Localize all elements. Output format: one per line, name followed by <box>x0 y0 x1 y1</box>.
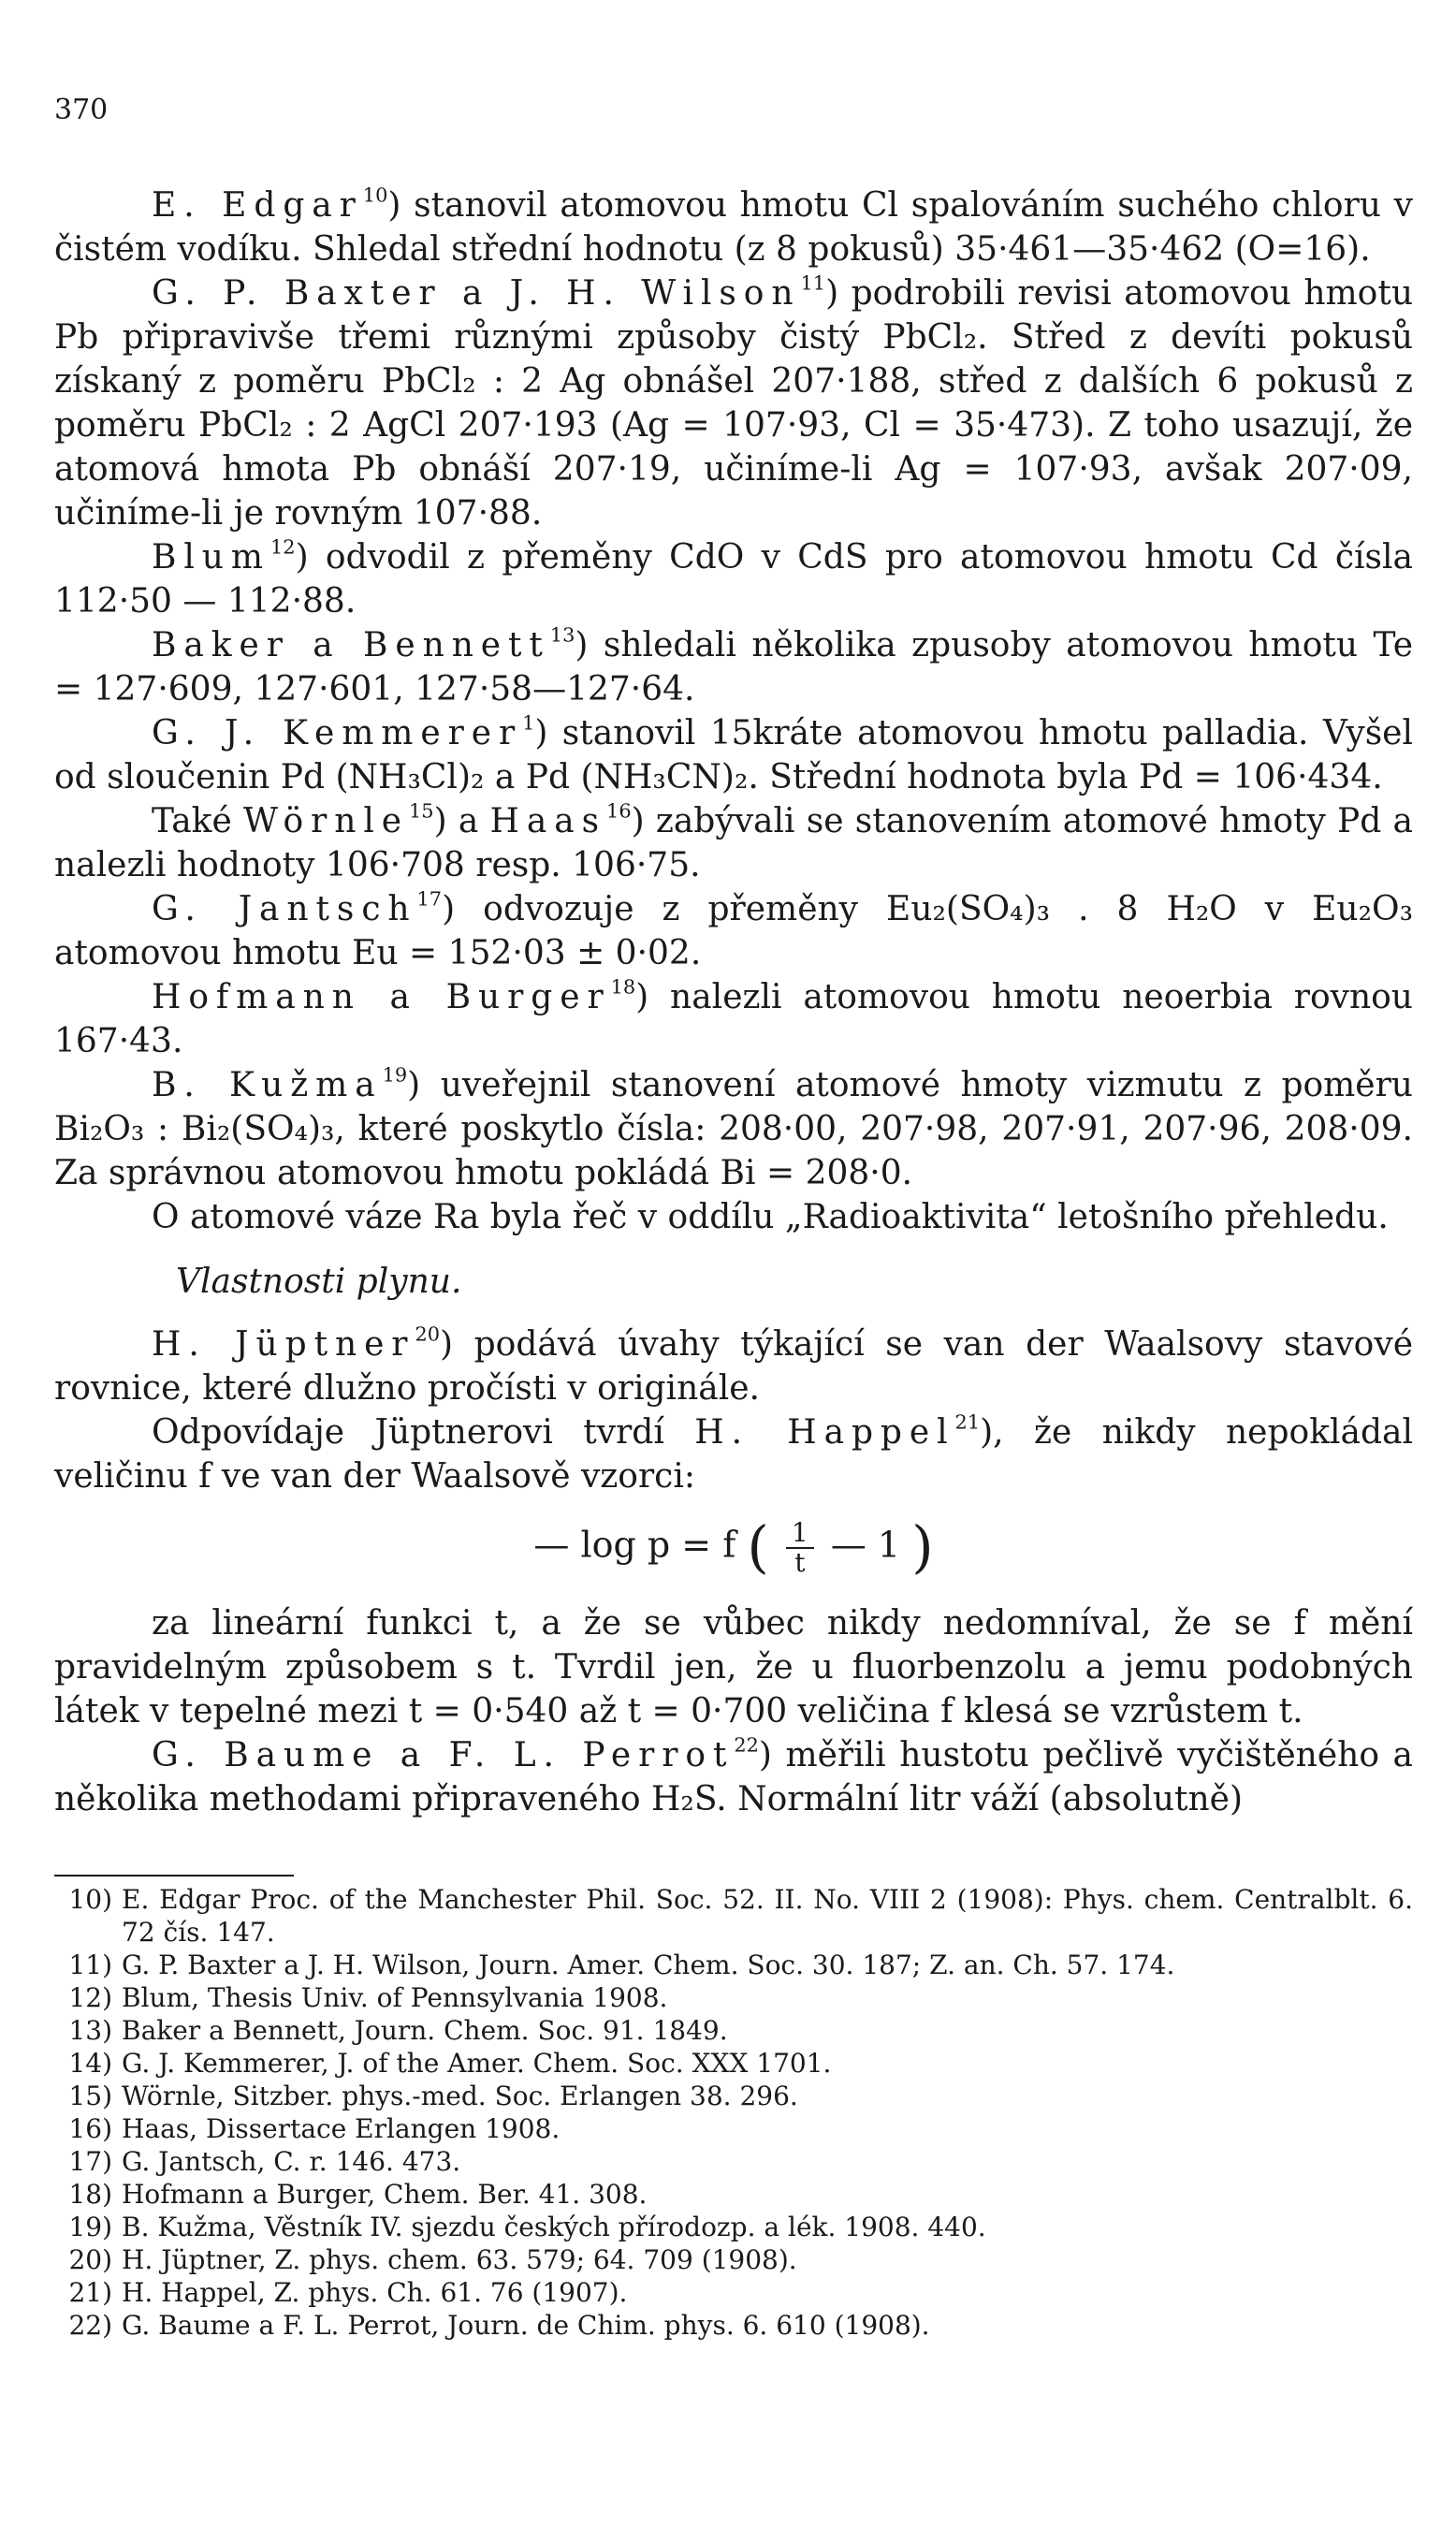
footnote-text: Hofmann a Burger, Chem. Ber. 41. 308. <box>122 2179 648 2210</box>
footnote-mark: 16) <box>68 2113 112 2144</box>
paragraph-text: uveřejnil stanovení atomové hmoty vizmutu z poměru Bi₂O₃ : Bi₂(SO₄)₃, které poskytlo čísla: 208·00, 207·98, 207·91, 207·96, 208·09. Za správnou atomovou hmotu pokládá Bi = 208·0. <box>54 1066 1413 1192</box>
footnote-item <box>54 1949 1413 1981</box>
author-name: G. J. Kemmerer <box>152 714 523 752</box>
p-jantsch <box>54 887 1413 975</box>
p-wornle <box>54 799 1413 887</box>
paragraph-text: odvodil z přeměny CdO v CdS pro atomovou hmotu Cd čísla 112·50 — 112·88. <box>54 538 1413 621</box>
footnote-text: G. Baume a F. L. Perrot, Journ. de Chim. phys. 6. 610 (1908). <box>122 2310 930 2341</box>
paragraph-text: shledali několika zpusoby atomovou hmotu Te = 127·609, 127·601, 127·58—127·64. <box>54 626 1414 708</box>
paragraph-text: zabývali se stanovením atomové hmoty Pd a nalezli hodnoty 106·708 resp. 106·75. <box>54 802 1413 884</box>
footnote-item <box>54 2178 1413 2211</box>
formula-paren-open: ( <box>747 1514 769 1581</box>
footnote-text: Blum, Thesis Univ. of Pennsylvania 1908. <box>122 1982 668 2013</box>
footnote-ref: 15 <box>409 799 434 823</box>
ref-paren: ) <box>387 186 401 225</box>
footnote-mark: 12) <box>68 1982 112 2013</box>
footnote-mark: 13) <box>68 2015 112 2046</box>
ref-paren: ) <box>635 978 649 1016</box>
ref-paren: ) <box>407 1066 421 1104</box>
footnote-rule <box>54 1875 294 1877</box>
paragraph-text: měřili hustotu pečlivě vyčištěného a několika methodami připraveného H₂S. Normální litr váží (absolutně) <box>54 1736 1414 1818</box>
formula-fraction <box>786 1519 814 1577</box>
footnote-item <box>54 2276 1413 2309</box>
footnote-ref: 16 <box>606 799 632 823</box>
footnote-text: B. Kužma, Věstník IV. sjezdu českých přírodozp. a lék. 1908. 440. <box>122 2212 986 2242</box>
footnote-mark: 15) <box>68 2081 112 2111</box>
footnotes <box>54 1883 1413 2342</box>
author-name: E. Edgar <box>152 186 363 225</box>
footnote-text: H. Happel, Z. phys. Ch. 61. 76 (1907). <box>122 2277 628 2308</box>
paragraph-text: podává úvahy týkající se van der Waalsovy stavové rovnice, které dlužno pročísti v originále. <box>54 1325 1414 1408</box>
formula-rhs: — 1 <box>830 1524 901 1566</box>
footnote-ref: 18 <box>610 975 636 999</box>
ref-paren: ) <box>440 1325 454 1364</box>
p-baume <box>54 1733 1413 1821</box>
paragraph-text: podrobili revisi atomovou hmotu Pb připravivše třemi různými způsoby čistý PbCl₂. Střed z devíti pokusů získaný z poměru PbCl₂ : 2 Ag obnášel 207·188, střed z dalších 6 pokusů z poměru PbCl₂ : 2 AgCl 207·193 (Ag = 107·93, Cl = 35·473). Z toho usazují, že atomová hmota Pb obnáší 207·19, učiníme-li Ag = 107·93, avšak 207·09, učiníme-li je rovným 107·88. <box>54 274 1414 533</box>
footnote-ref: 22 <box>734 1733 759 1757</box>
footnote-mark: 22) <box>68 2310 112 2341</box>
footnote-ref: 21 <box>954 1410 981 1434</box>
paragraph-text: odvozuje z přeměny Eu₂(SO₄)₃ . 8 H₂O v Eu₂O₃ atomovou hmotu Eu = 152·03 ± 0·02. <box>54 890 1413 972</box>
footnote-ref: 1 <box>522 711 535 735</box>
ref-paren: ) <box>433 802 447 840</box>
ref-paren: ) <box>442 890 456 928</box>
footnote-mark: 11) <box>68 1950 112 1980</box>
author-name: Hofmann a Burger <box>152 978 611 1016</box>
footnote-item <box>54 2145 1413 2178</box>
paragraph-lead: Také <box>152 802 244 840</box>
author-name: Haas <box>489 802 607 840</box>
footnote-item <box>54 2309 1413 2342</box>
paragraph-group-continued <box>54 1601 1413 1821</box>
formula <box>54 1514 1413 1581</box>
footnote-text: G. P. Baxter a J. H. Wilson, Journ. Amer. Chem. Soc. 30. 187; Z. an. Ch. 57. 174. <box>122 1950 1175 1980</box>
footnote-ref: 20 <box>415 1322 441 1346</box>
author-name: G. P. Baxter a J. H. Wilson <box>152 274 801 313</box>
footnote-ref: 11 <box>800 271 826 295</box>
p-edgar <box>54 183 1413 271</box>
p-kuzma <box>54 1063 1413 1195</box>
footnote-ref: 10 <box>362 183 388 207</box>
p-kemmerer <box>54 711 1413 799</box>
paragraph-text: stanovil 15kráte atomovou hmotu palladia. Vyšel od sloučenin Pd (NH₃Cl)₂ a Pd (NH₃CN)₂. Střední hodnota byla Pd = 106·434. <box>54 714 1413 796</box>
ref-paren: ) <box>575 626 589 664</box>
footnote-ref: 19 <box>382 1063 408 1087</box>
paragraph-text: nalezli atomovou hmotu neoerbia rovnou 167·43. <box>54 978 1413 1060</box>
formula-paren-close: ) <box>911 1514 934 1581</box>
p-baxter <box>54 271 1413 535</box>
footnote-ref: 17 <box>416 887 443 911</box>
footnote-text: Baker a Bennett, Journ. Chem. Soc. 91. 1849. <box>122 2015 728 2046</box>
author-name: G. Baume a F. L. Perrot <box>152 1736 735 1774</box>
footnote-item <box>54 2047 1413 2080</box>
author-name: Blum <box>152 538 270 577</box>
footnote-item <box>54 2211 1413 2243</box>
p-happel <box>54 1410 1413 1498</box>
ref-paren: ) <box>825 274 839 313</box>
author-name: H. Jüptner <box>152 1325 415 1364</box>
p-linear <box>54 1601 1413 1733</box>
ref-paren: ) <box>295 538 309 577</box>
p-baker <box>54 623 1413 711</box>
footnote-mark: 20) <box>68 2244 112 2275</box>
p-blum <box>54 535 1413 623</box>
footnote-mark: 19) <box>68 2212 112 2242</box>
ref-paren: ) <box>758 1736 772 1774</box>
paragraph-group-gases <box>54 1322 1413 1498</box>
footnote-item <box>54 2112 1413 2145</box>
footnote-mark: 14) <box>68 2048 112 2079</box>
footnote-text: G. J. Kemmerer, J. of the Amer. Chem. Soc. XXX 1701. <box>122 2048 832 2079</box>
footnote-mark: 17) <box>68 2146 112 2177</box>
ref-paren: ) <box>631 802 645 840</box>
author-name: B. Kužma <box>152 1066 383 1104</box>
body-text <box>54 183 1413 1821</box>
section-heading: Vlastnosti plynu. <box>176 1263 462 1301</box>
footnote-text: H. Jüptner, Z. phys. chem. 63. 579; 64. 709 (1908). <box>122 2244 797 2275</box>
ref-paren: ) <box>980 1413 994 1452</box>
page-number: 370 <box>54 94 109 126</box>
formula-numerator: 1 <box>786 1519 814 1549</box>
footnote-item <box>54 2243 1413 2276</box>
paragraph-group-atomic-weights <box>54 183 1413 1239</box>
author-name: Wörnle <box>243 802 409 840</box>
author-name: G. Jantsch <box>152 890 417 928</box>
footnote-mark: 18) <box>68 2179 112 2210</box>
footnote-text: E. Edgar Proc. of the Manchester Phil. Soc. 52. II. No. VIII 2 (1908): Phys. chem. Centralblt. 6. 72 čís. 147. <box>122 1884 1413 1948</box>
paragraph-lead: Odpovídaje Jüptnerovi tvrdí <box>152 1413 695 1452</box>
footnote-mark: 21) <box>68 2277 112 2308</box>
paragraph-text: , že nikdy nepokládal veličinu f ve van der Waalsově vzorci: <box>54 1413 1414 1496</box>
formula-lhs: — log p = f <box>533 1524 736 1566</box>
paragraph-text: O atomové váze Ra byla řeč v oddílu „Radioaktivita“ letošního přehledu. <box>152 1198 1389 1236</box>
footnote-item <box>54 1883 1413 1949</box>
footnote-text: Haas, Dissertace Erlangen 1908. <box>122 2113 561 2144</box>
footnote-mark: 10) <box>68 1884 112 1915</box>
p-ra <box>54 1195 1413 1239</box>
paragraph-mid: a <box>446 802 490 840</box>
p-hofmann <box>54 975 1413 1063</box>
p-juptner <box>54 1322 1413 1410</box>
footnote-text: G. Jantsch, C. r. 146. 473. <box>122 2146 461 2177</box>
footnote-item <box>54 2014 1413 2047</box>
author-name: Baker a Bennett <box>152 626 550 664</box>
footnote-item <box>54 2080 1413 2112</box>
formula-denominator: t <box>794 1547 806 1578</box>
paragraph-text: za lineární funkci t, a že se vůbec nikdy nedomníval, že se f mění pravidelným způsobem s t. Tvrdil jen, že u fluorbenzolu a jemu podobných látek v tepelné mezi t = 0·540 až t = 0·700 veličina f klesá se vzrůstem t. <box>54 1604 1413 1731</box>
paragraph-text: stanovil atomovou hmotu Cl spalováním suchého chloru v čistém vodíku. Shledal střední hodnotu (z 8 pokusů) 35·461—35·462 (O=16). <box>54 186 1413 269</box>
footnote-text: Wörnle, Sitzber. phys.-med. Soc. Erlangen 38. 296. <box>122 2081 798 2111</box>
footnote-ref: 13 <box>549 623 575 647</box>
ref-paren: ) <box>534 714 548 752</box>
footnote-ref: 12 <box>269 535 296 559</box>
author-name: H. Happel <box>694 1413 955 1452</box>
footnote-item <box>54 1981 1413 2014</box>
